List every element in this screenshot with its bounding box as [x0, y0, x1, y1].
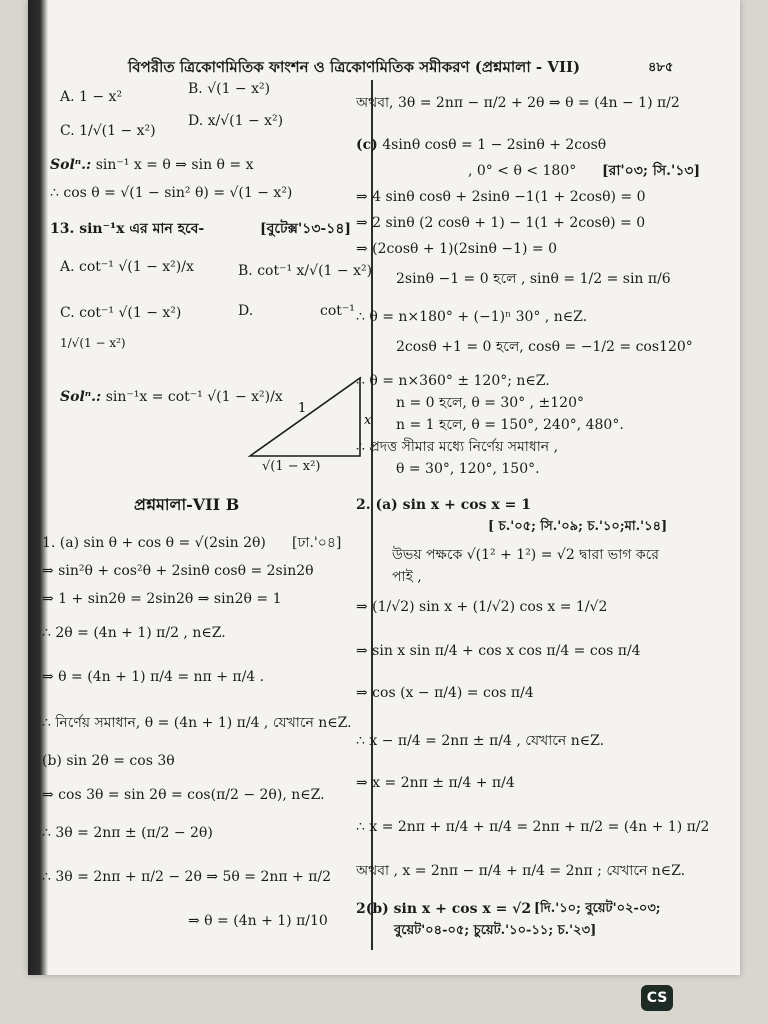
option-a: A. 1 − x² — [60, 89, 123, 105]
q1a-step-3: ∴ 2θ = (4n + 1) π/2 , n∈Z. — [42, 625, 226, 641]
section-title: প্রশ্নমালা-VII B — [134, 495, 240, 514]
q1a-step-5: ∴ নির্ণেয় সমাধান, θ = (4n + 1) π/4 , যেখানে n∈Z. — [42, 715, 352, 731]
q2a-step-1: উভয় পক্ষকে √(1² + 1²) = √2 দ্বারা ভাগ করে — [392, 547, 660, 563]
part-c-text: 4sinθ cosθ = 1 − 2sinθ + 2cosθ — [382, 137, 607, 153]
q13-extra-fraction: 1/√(1 − x²) — [60, 336, 126, 350]
part-c-step-9: n = 1 হলে, θ = 150°, 240°, 480°. — [396, 417, 624, 433]
q2b: 2(b) sin x + cos x = √2 — [356, 901, 532, 917]
part-c-step-7: ∴ θ = n×360° ± 120°; n∈Z. — [356, 373, 550, 389]
chapter-title: বিপরীত ত্রিকোণমিতিক ফাংশন ও ত্রিকোণমিতিক সমীকরণ (প্রশ্নমালা - VII) — [128, 58, 581, 76]
q1a-step-1: ⇒ sin²θ + cos²θ + 2sinθ cosθ = 2sin2θ — [42, 563, 314, 579]
part-c-step-3: ⇒ (2cosθ + 1)(2sinθ −1) = 0 — [356, 241, 557, 257]
part-c-step-8: n = 0 হলে, θ = 30° , ±120° — [396, 395, 584, 411]
option-c: C. 1/√(1 − x²) — [60, 123, 156, 139]
option-d: D. x/√(1 − x²) — [188, 113, 284, 129]
triangle-shape — [250, 378, 360, 456]
q1a-step-4: ⇒ θ = (4n + 1) π/4 = nπ + π/4 . — [42, 669, 265, 685]
q13-option-a: A. cot⁻¹ √(1 − x²)/x — [60, 259, 194, 275]
q2a-step-8: ∴ x = 2nπ + π/4 + π/4 = 2nπ + π/2 = (4n + 1) π/2 — [356, 819, 710, 835]
solution-13-text: sin⁻¹x = cot⁻¹ √(1 − x²)/x — [105, 389, 283, 405]
page-number: ৪৮৫ — [648, 60, 674, 75]
q2a-step-3: ⇒ (1/√2) sin x + (1/√2) cos x = 1/√2 — [356, 599, 608, 615]
part-c-step-10: ∴ প্রদত্ত সীমার মধ্যে নির্ণেয় সমাধান , — [356, 439, 559, 455]
part-c-step-1: ⇒ 4 sinθ cosθ + 2sinθ −1(1 + 2cosθ) = 0 — [356, 189, 646, 205]
question-13-reference: [বুটেক্স'১৩-১৪] — [260, 221, 352, 237]
part-c-step-4: 2sinθ −1 = 0 হলে , sinθ = 1/2 = sin π/6 — [396, 271, 671, 287]
part-c-equation — [356, 136, 606, 154]
question-13: 13. sin⁻¹x এর মান হবে- — [50, 221, 205, 237]
part-c-reference: [রা'০৩; সি.'১৩] — [602, 163, 701, 179]
textbook-page — [28, 0, 740, 975]
solution-text: sin⁻¹ x = θ ⇒ sin θ = x — [95, 157, 254, 173]
q13-option-d-value: cot⁻¹ — [320, 303, 355, 319]
q1a-step-2: ⇒ 1 + sin2θ = 2sin2θ ⇒ sin2θ = 1 — [42, 591, 282, 607]
triangle-opposite-label: x — [364, 413, 372, 428]
q2a-step-7: ⇒ x = 2nπ ± π/4 + π/4 — [356, 775, 515, 791]
q2a-step-5: ⇒ cos (x − π/4) = cos π/4 — [356, 685, 534, 701]
camscanner-badge: CS — [641, 985, 673, 1011]
q1b-step-1: ⇒ cos 3θ = sin 2θ = cos(π/2 − 2θ), n∈Z. — [42, 787, 325, 803]
q2a-step-9: অথবা , x = 2nπ − π/4 + π/4 = 2nπ ; যেখানে n∈Z. — [356, 863, 686, 879]
q2a-step-6: ∴ x − π/4 = 2nπ ± π/4 , যেখানে n∈Z. — [356, 733, 605, 749]
q2b-reference-1: [দি.'১০; বুয়েট'০২-০৩; — [534, 901, 661, 916]
triangle-base-label: √(1 − x²) — [262, 459, 321, 474]
part-c-step-11: θ = 30°, 120°, 150°. — [396, 461, 540, 477]
solution-13-label: Solⁿ.: — [60, 389, 102, 405]
q2b-reference-2: বুয়েট'০৪-০৫; চুয়েট.'১০-১১; চ.'২৩] — [394, 923, 597, 938]
q1b-step-2: ∴ 3θ = 2nπ ± (π/2 − 2θ) — [42, 825, 213, 841]
q2a: 2. (a) sin x + cos x = 1 — [356, 497, 531, 513]
q2a-step-2: পাই , — [392, 569, 422, 585]
q13-option-d: D. — [238, 303, 254, 319]
part-c-label: (c) — [356, 137, 378, 153]
q2a-reference: [ চ.'০৫; সি.'০৯; চ.'১০;মা.'১৪] — [488, 519, 668, 534]
part-c-step-5: ∴ θ = n×180° + (−1)ⁿ 30° , n∈Z. — [356, 309, 588, 325]
q2a-step-4: ⇒ sin x sin π/4 + cos x cos π/4 = cos π/4 — [356, 643, 641, 659]
q13-option-c: C. cot⁻¹ √(1 − x²) — [60, 305, 182, 321]
part-c-step-2: ⇒ 2 sinθ (2 cosθ + 1) − 1(1 + 2cosθ) = 0 — [356, 215, 646, 231]
solution-line-2: ∴ cos θ = √(1 − sin² θ) = √(1 − x²) — [50, 185, 293, 201]
q13-option-b: B. cot⁻¹ x/√(1 − x²) — [238, 263, 373, 279]
r-line-1: অথবা, 3θ = 2nπ − π/2 + 2θ ⇒ θ = (4n − 1) π/2 — [356, 95, 680, 111]
part-c-step-6: 2cosθ +1 = 0 হলে, cosθ = −1/2 = cos120° — [396, 339, 693, 355]
solution-line-1 — [50, 156, 254, 174]
page-header — [128, 52, 688, 78]
part-c-condition: , 0° < θ < 180° — [468, 163, 577, 179]
q1b-step-4: ⇒ θ = (4n + 1) π/10 — [188, 913, 328, 929]
option-b: B. √(1 − x²) — [188, 81, 271, 97]
triangle-hypotenuse-label: 1 — [298, 401, 307, 416]
q1b-step-3: ∴ 3θ = 2nπ + π/2 − 2θ ⇒ 5θ = 2nπ + π/2 — [42, 869, 332, 885]
q1b: (b) sin 2θ = cos 3θ — [42, 753, 175, 769]
q1a: 1. (a) sin θ + cos θ = √(2sin 2θ) — [42, 535, 266, 551]
q1a-reference: [ঢা.'০৪] — [292, 535, 342, 551]
solution-label: Solⁿ.: — [50, 157, 92, 173]
right-triangle-diagram — [250, 372, 370, 472]
